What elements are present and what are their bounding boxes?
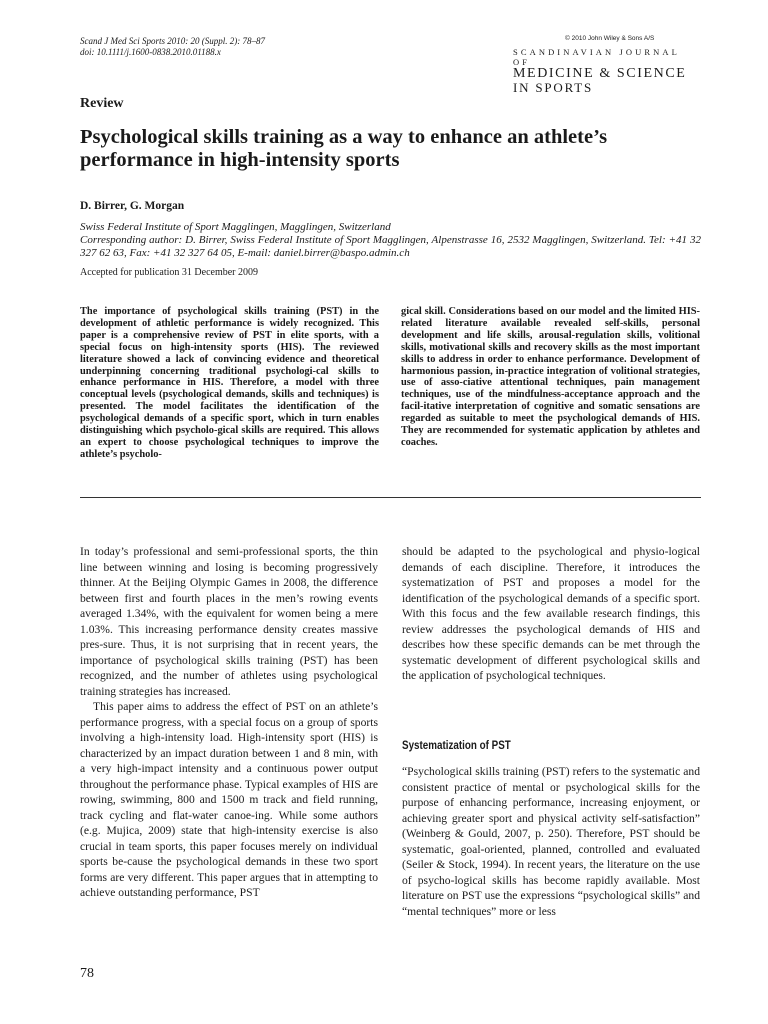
page-number: 78: [80, 966, 94, 981]
article-title: Psychological skills training as a way to enhance an athlete’s performance in high-intensity sports: [80, 126, 608, 171]
citation: [80, 36, 265, 58]
journal-logo: [513, 47, 701, 94]
authors: D. Birrer, G. Morgan: [80, 200, 185, 212]
paragraph-aims: This paper aims to address the effect of PST on an athlete’s performance progress, with a special focus on a group of sports involving a high-intensity load. High-intensity sport (HIS) is characterized by an impact duration between 1 and 8 min, with a very high-impact intensity and a continuous power output throughout the performance phase. Typical examples of HIS are rowing, swimming, 800 and 1500 m track and field running, track cycling and flat-water canoe-ing. While some authors (e.g. Mujica, 2009) state that high-intensity exercise is also crucial in team sports, this paper focuses merely on individual sports be-cause the psychological demands in these two sport forms are very different. This paper argues that in attempting to achieve outstanding performance, PST: [80, 700, 378, 899]
paragraph-intro: In today’s professional and semi-professional sports, the thin line between winning and losing is becoming progressively thinner. At the Beijing Olympic Games in 2008, the difference between first and fourth places in the men’s rowing events averaged 1.34%, with the equivalent for women being a mere 1.03%. This increasing performance density creates massive pres-sure. Thus, it is not surprising that in recent years, the importance of psychological skills training (PST) has been recognized, and the number of athletes using psychological training strategies has increased.: [80, 545, 378, 698]
body-column-right: [402, 544, 700, 684]
body-column-left: [80, 544, 378, 901]
journal-line-2: MEDICINE & SCIENCE: [513, 66, 687, 81]
paragraph-pst-definition: “Psychological skills training (PST) refers to the systematic and consistent practice of mental or psychological skills for the purpose of enhancing performance, increasing enjoyment, or achieving greater sport and physical activity self-satisfaction” (Weinberg & Gould, 2007, p. 250). Therefore, PST should be systematic, goal-oriented, planned, controlled and evaluated (Seiler & Stock, 1994). In recent years, the literature on the use of psycho-logical skills has become rapidly available. Most literature on PST use the expressions “psychological skills” and “mental techniques” more or less: [402, 765, 700, 918]
section-label: Review: [80, 96, 124, 111]
affiliation-block: [80, 221, 701, 260]
affiliation: Swiss Federal Institute of Sport Magglingen, Magglingen, Switzerland: [80, 221, 391, 233]
abstract-right: gical skill. Considerations based on our model and the limited HIS-related literature available revealed self-skills, personal development and life skills, arousal-regulation skills, volitional skills, motivational skills and recovery skills as the most important skills to address in order to enhance performance. Development of harmonious passion, in-practice integration of volitional strategies, use of asso-ciative attentional techniques, pain management techniques, use of the mindfulness-acceptance approach and the facil-itative interpretation of cognitive and somatic sensations are regarded as suitable to meet the psychological demands of HIS. They are recommended for systematic application by athletes and coaches.: [401, 306, 700, 448]
abstract-left: The importance of psychological skills training (PST) in the development of athletic performance is widely recognized. This paper is a comprehensive review of PST in elite sports, with a special focus on high-intensity sports (HIS). The reviewed literature showed a lack of convincing evidence and theoretical underpinning concerning traditional psychologi-cal skills to enhance performance in HIS. Therefore, a model with three conceptual levels (psychological demands, skills and techniques) is presented. The model facilitates the identification of the psychological demands of a specific sport, which in turn enables distinguishing which psycholo-gical skills are required. This allows an expert to choose psychological techniques to improve the athlete’s psycholo-: [80, 306, 379, 460]
corresponding-author: Corresponding author: D. Birrer, Swiss Federal Institute of Sport Magglingen, Alpenstrasse 16, 2532 Magglingen, Switzerland. Tel: +41 32 327 62 63, Fax: +41 32 327 64 05, E-mail: daniel.birrer@baspo.admin.ch: [80, 234, 701, 259]
journal-line-3: IN SPORTS: [513, 80, 594, 95]
citation-volume: Scand J Med Sci Sports 2010: 20 (Suppl. 2): 78–87: [80, 36, 265, 46]
journal-line-1: SCANDINAVIAN JOURNAL OF: [513, 47, 680, 67]
copyright-notice: © 2010 John Wiley & Sons A/S: [565, 35, 655, 42]
paragraph-continued: should be adapted to the psychological and physio-logical demands of each discipline. Therefore, it introduces the systematization of PST and proposes a model for the identification of the psychological demands of a specific sport. With this focus and the few available research findings, this review addresses the psychological demands of HIS and describes how these specific demands can be met through the systematic development of different psychological skills and the application of psychological techniques.: [402, 545, 700, 682]
citation-doi: doi: 10.1111/j.1600-0838.2010.01188.x: [80, 47, 221, 57]
accepted-date: Accepted for publication 31 December 2009: [80, 267, 258, 278]
abstract-divider: [80, 497, 701, 498]
body-column-right-lower: [402, 764, 700, 919]
section-heading: Systematization of PST: [402, 738, 511, 752]
